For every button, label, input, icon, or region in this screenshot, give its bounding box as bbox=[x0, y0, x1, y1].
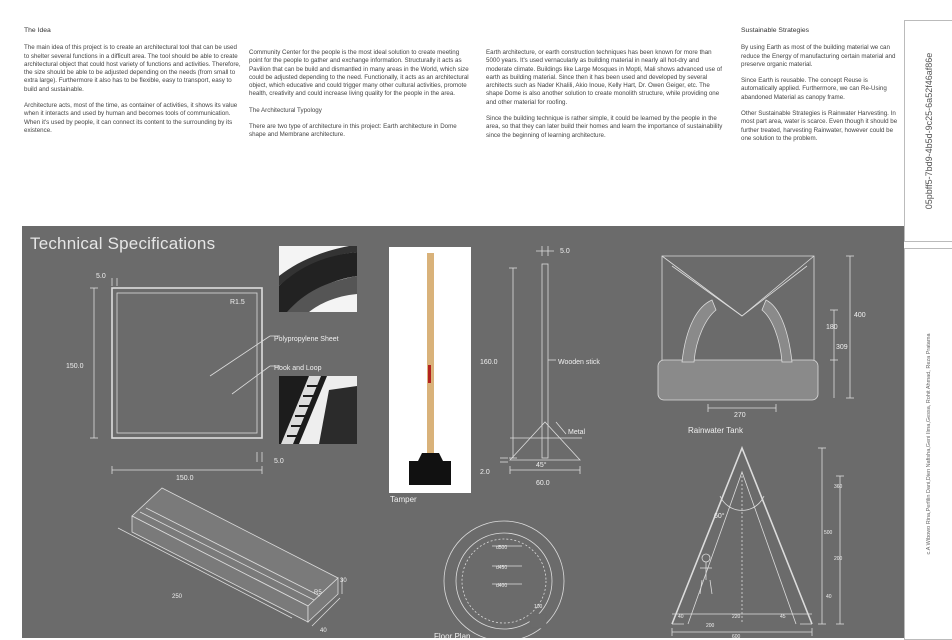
label-arch-200-bottom: 200 bbox=[706, 623, 715, 629]
sidebar-credit-box bbox=[904, 248, 952, 640]
sustainable-paragraph-3: Other Sustainable Strategies is Rainwater Harvesting. In most part area, water is scarce. Even though it should be further treated, harvesting Rainwater, however could be one solution to the problem. bbox=[741, 110, 898, 142]
hook-and-loop-photo bbox=[279, 376, 357, 444]
rainwater-tank-drawing bbox=[658, 256, 854, 412]
sustainable-paragraph-2: Since Earth is reusable. The concept Reuse is automatically applied. Furthermore, we can Re-Using abandoned Material as canopy frame. bbox=[741, 77, 887, 101]
tamper-photo bbox=[389, 247, 471, 493]
sidebar-credit: c.A Wibowo Rina,Perfilin Dani,Dien Nafisha,Geni Ilma,Gessa, Rohit Ahmad, Reza Pratama bbox=[925, 333, 932, 555]
label-arch-40: 40 bbox=[826, 594, 832, 600]
label-plan-d2: d450 bbox=[496, 565, 508, 571]
label-rainwater-tank: Rainwater Tank bbox=[688, 426, 743, 435]
label-polypropylene: Polypropylene Sheet bbox=[274, 336, 339, 343]
idea-paragraph-1: The main idea of this project is to create an architectural tool that can be used to shelter several functions in a difficult area. The tool should be able to create architectural object that could host variety of functions and activities. Therefore, the size should be able to be adjusted depending on the needs (from small to extra large). Furthermore it also has to be flexible, easy to transport, easy to build and sustainable. bbox=[24, 44, 241, 93]
label-dim-2: 2.0 bbox=[480, 469, 490, 476]
brick-drawing bbox=[118, 488, 342, 626]
label-tamper: Tamper bbox=[390, 495, 417, 504]
label-brick-30: 30 bbox=[340, 578, 347, 584]
label-metal: Metal bbox=[568, 429, 586, 436]
community-column bbox=[249, 49, 471, 148]
label-45-degree: 45° bbox=[536, 462, 547, 469]
label-stick-5: 5.0 bbox=[560, 248, 570, 255]
label-arch-base-40: 40 bbox=[678, 614, 684, 620]
label-plan-d3: d400 bbox=[496, 583, 508, 589]
earth-paragraph-1: Earth architecture, or earth construction techniques has been known for more than 5000 years. It's used vernacularly as building material in nearly all hot-dry and moderate climate. Buildings like Large Mosques in Mopti, Mali shows advanced use of earth as building material. Since then it has been used and developed by several architects such as Nader Khalili, Akio Inoue, Kelly Hart, Dr. Owen Geiger, etc. The shape Dome is also another solution to create monolith structure, while providing one and other material for roofing. bbox=[486, 49, 722, 106]
label-r15: R1.5 bbox=[230, 299, 245, 306]
community-paragraph: Community Center for the people is the most ideal solution to create meeting point for the people to gather and exchange information. Structurally it acts as Pavilion that can be build and dismantled in many areas in the World, which size could be adjusted depending to the need. Functionally, it acts as an architectural object, which educative and could trigger many other cultural activities, promote health, creativity and could increase living quality for the people in the area. bbox=[249, 49, 469, 98]
idea-heading: The Idea bbox=[24, 27, 51, 34]
label-dim-150-vertical: 150.0 bbox=[66, 363, 84, 370]
label-dim-5-top: 5.0 bbox=[96, 273, 106, 280]
label-arch-200: 200 bbox=[834, 556, 843, 562]
sidebar bbox=[904, 0, 952, 638]
label-rain-180: 180 bbox=[826, 324, 838, 331]
label-hook-loop: Hook and Loop bbox=[274, 365, 322, 372]
label-arch-500: 500 bbox=[824, 530, 833, 536]
label-plan-100: 100 bbox=[534, 604, 543, 610]
typology-heading: The Architectural Typology bbox=[249, 106, 322, 114]
idea-column bbox=[24, 27, 242, 143]
label-floor-plan: Floor Plan bbox=[434, 632, 471, 638]
label-arch-60-degree: 60° bbox=[714, 513, 725, 520]
floor-plan-drawing bbox=[444, 521, 564, 638]
arch-section-drawing bbox=[672, 448, 844, 636]
label-arch-220: 220 bbox=[732, 614, 741, 620]
panel-title: Technical Specifications bbox=[30, 234, 216, 253]
label-brick-250: 250 bbox=[172, 594, 183, 600]
technical-specifications-panel bbox=[22, 226, 904, 638]
polypropylene-sheet-photo bbox=[279, 246, 357, 312]
sustainable-paragraph-1: By using Earth as most of the building material we can reduce the Energy of manufacturing certain material and preserve organic material. bbox=[741, 44, 896, 68]
label-rain-270: 270 bbox=[734, 412, 746, 419]
label-arch-600: 600 bbox=[732, 634, 741, 638]
earth-column bbox=[486, 49, 726, 148]
typology-paragraph: There are two type of architecture in this project: Earth architecture in Dome shape and Membrane architecture. bbox=[249, 123, 457, 139]
label-arch-45: 45 bbox=[780, 614, 786, 620]
label-dim-5-bottom: 5.0 bbox=[274, 458, 284, 465]
label-rain-309: 309 bbox=[836, 344, 848, 351]
square-panel-drawing bbox=[90, 278, 280, 474]
label-wooden-stick: Wooden stick bbox=[558, 359, 600, 366]
label-dim-150-horizontal: 150.0 bbox=[176, 475, 194, 482]
label-brick-r5: R5 bbox=[314, 590, 322, 596]
sustainable-column bbox=[741, 27, 901, 151]
label-arch-360: 360 bbox=[834, 484, 843, 490]
sidebar-code: 05pbff5-7bd9-4b5d-9c25-6a52f46af86e bbox=[923, 52, 934, 210]
sustainable-heading: Sustainable Strategies bbox=[741, 27, 810, 34]
idea-paragraph-2: Architecture acts, most of the time, as container of activities, it shows its value when it interacts and used by human and becomes tools of communication. When it's used by people, it can connect its content to the surrounding by its existence. bbox=[24, 102, 238, 134]
sidebar-code-box bbox=[904, 20, 952, 242]
label-dim-60: 60.0 bbox=[536, 480, 550, 487]
label-plan-d1: d500 bbox=[496, 545, 508, 551]
earth-paragraph-2: Since the building technique is rather simple, it could be learned by the people in the area, so that they can later build their homes and learn the importance of sustainability since the beginning of learning architecture. bbox=[486, 115, 723, 139]
label-brick-40: 40 bbox=[320, 628, 327, 634]
label-stick-160: 160.0 bbox=[480, 359, 498, 366]
label-rain-400: 400 bbox=[854, 312, 866, 319]
